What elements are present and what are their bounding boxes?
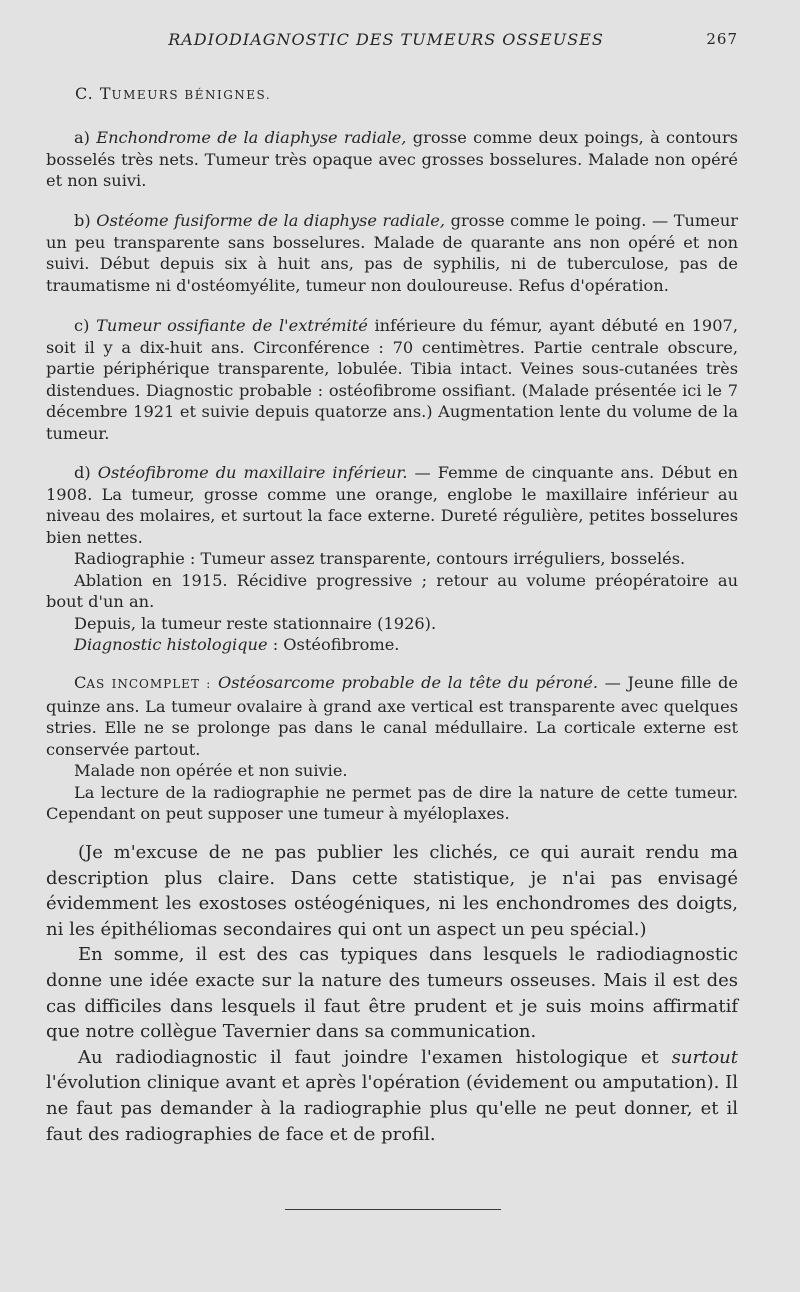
item-c-label: c): [74, 316, 90, 335]
section-title-rest: UMEURS BÉNIGNES.: [111, 88, 272, 102]
item-d-title: Ostéofibrome du maxillaire inférieur.: [97, 463, 408, 482]
section-letter: C.: [75, 84, 94, 103]
item-c-text: inférieure du fémur, ayant débuté en 1907, soit il y a dix-huit ans. Circonférence : 70 centimètres. Partie centrale obscure, partie périphérique transparente, lobulée. Tibia intact. Veines sous-cutanées très distendues. Diagnostic probable : ostéofibrome ossifiant. (Malade présentée ici le 7 décembre 1921 et suivie depuis quatorze ans.) Augmentation lente du volume de la tumeur.: [46, 316, 738, 443]
item-c-paragraph: [46, 315, 738, 444]
item-d-radiography: Radiographie : Tumeur assez transparente, contours irréguliers, bosselés.: [74, 549, 686, 568]
incomplete-case-reading: La lecture de la radiographie ne permet pas de dire la nature de cette tumeur. Cependant on peut supposer une tumeur à myéloplaxes.: [46, 782, 738, 823]
item-a: [46, 127, 738, 192]
item-b-text: grosse comme le poing. — Tumeur un peu transparente sans bosselures. Malade de quarante ans non opéré et non suivi. Début depuis six à huit ans, pas de syphilis, ni de tuberculose, pas de traumatisme ni d'ostéomyélite, tumeur non douloureuse. Refus d'opération.: [46, 211, 739, 295]
item-d-text: — Femme de cinquante ans. Début en 1908. La tumeur, grosse comme une orange, englobe le maxillaire inférieur au niveau des molaires, et surtout la face externe. Dureté régulière, petites bosselures bien nettes.: [46, 463, 738, 547]
item-a-paragraph: [46, 127, 738, 192]
item-d-paragraph: [46, 462, 738, 548]
incomplete-case-followup: Malade non opérée et non suivie.: [74, 761, 348, 780]
incomplete-case: [46, 672, 738, 825]
item-d-diagnosis: [46, 634, 738, 656]
item-b-title: Ostéome fusiforme de la diaphyse radiale,: [96, 211, 445, 230]
incomplete-case-paragraph: [46, 672, 738, 760]
item-a-label: a): [74, 128, 90, 147]
section-title-initial: T: [99, 84, 112, 103]
item-d-diagnosis-label: Diagnostic histologique: [74, 635, 268, 654]
body-paragraph-3-emphasis: surtout: [671, 1046, 738, 1068]
page-number: 267: [706, 30, 738, 48]
item-d-ablation: Ablation en 1915. Récidive progressive ; retour au volume préopératoire au bout d'un an.: [46, 570, 738, 611]
running-title: RADIODIAGNOSTIC DES TUMEURS OSSEUSES: [168, 30, 604, 49]
item-d-since: Depuis, la tumeur reste stationnaire (1926).: [74, 613, 437, 633]
item-b: [46, 210, 738, 296]
item-a-text: grosse comme deux poings, à contours bosselés très nets. Tumeur très opaque avec grosses bosselures. Malade non opéré et non suivi.: [46, 128, 738, 190]
item-b-label: b): [74, 211, 91, 230]
item-b-paragraph: [46, 210, 738, 296]
incomplete-case-title: Ostéosarcome probable de la tête du péroné.: [217, 673, 598, 692]
item-d-label: d): [74, 463, 91, 482]
incomplete-case-text: — Jeune fille de quinze ans. La tumeur ovalaire à grand axe vertical est transparente avec quelques stries. Elle ne se prolonge pas dans le canal médullaire. La corticale externe est conservée partout.: [46, 673, 738, 759]
incomplete-case-label-rest: AS INCOMPLET :: [86, 677, 212, 691]
body-paragraph-1: (Je m'excuse de ne pas publier les clichés, ce qui aurait rendu ma description plus claire. Dans cette statistique, je n'ai pas envisagé évidemment les exostoses ostéogéniques, ni les enchondromes des doigts, ni les épithéliomas secondaires qui ont un aspect un peu spécial.): [46, 842, 738, 940]
main-text: [46, 840, 738, 1147]
incomplete-case-label-initial: C: [74, 673, 87, 692]
running-header: [46, 30, 738, 54]
item-d-diagnosis-value: : Ostéofibrome.: [272, 635, 400, 654]
body-paragraph-3-start: Au radiodiagnostic il faut joindre l'examen histologique et: [78, 1046, 659, 1068]
item-d: [46, 462, 738, 656]
body-paragraph-2: En somme, il est des cas typiques dans lesquels le radiodiagnostic donne une idée exacte sur la nature des tumeurs osseuses. Mais il est des cas difficiles dans lesquels il faut être prudent et je suis moins affirmatif que notre collègue Tavernier dans sa communication.: [46, 944, 738, 1043]
body-paragraph-3-end: l'évolution clinique avant et après l'opération (évidement ou amputation). Il ne faut pas demander à la radiographie plus qu'elle ne peut donner, et il faut des radiographies de face et de profil.: [46, 1072, 738, 1145]
item-a-title: Enchondrome de la diaphyse radiale,: [96, 128, 407, 147]
section-heading: [75, 84, 271, 103]
item-c: [46, 315, 738, 444]
body-paragraph-3: [46, 1045, 738, 1147]
closing-rule: [285, 1209, 501, 1210]
item-c-title: Tumeur ossifiante de l'extrémité: [96, 316, 368, 335]
